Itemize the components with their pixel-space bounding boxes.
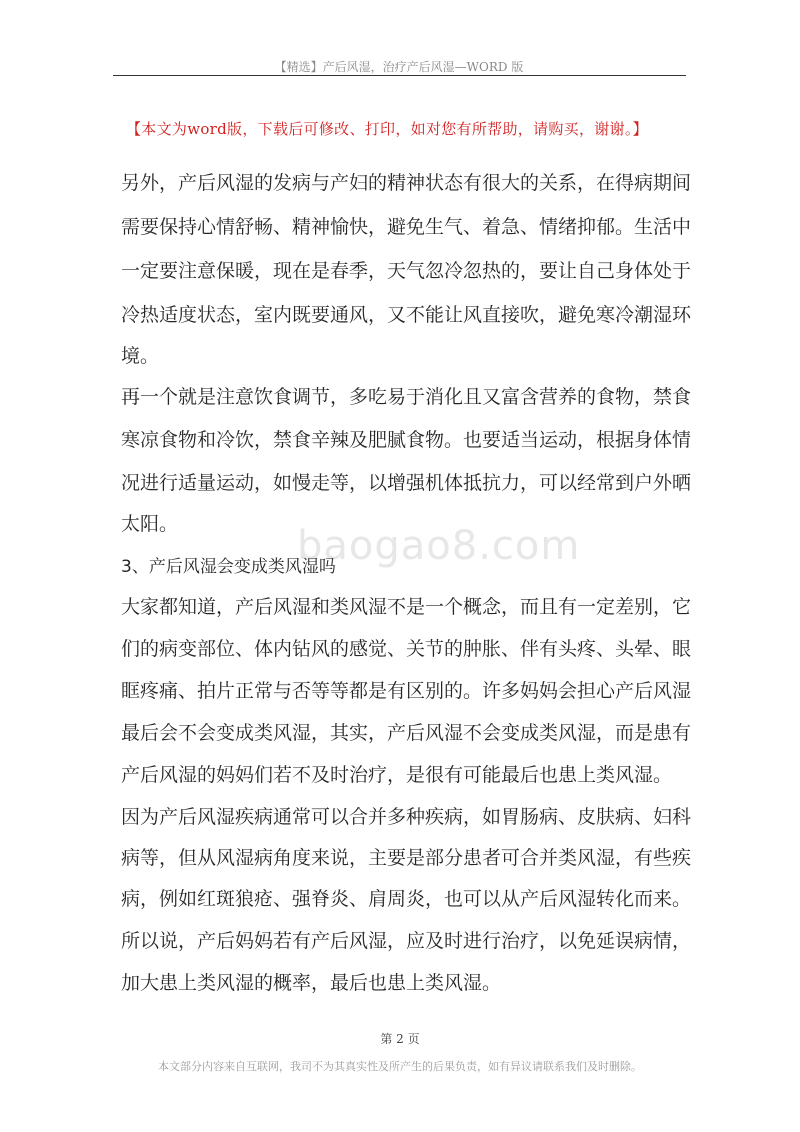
body-line: 所以说，产后妈妈若有产后风湿，应及时进行治疗，以免延误病情， [121, 930, 692, 952]
body-line: 太阳。 [121, 513, 179, 535]
body-line: 们的病变部位、体内钻风的感觉、关节的肿胀、伴有头疼、头晕、眼 [121, 638, 692, 660]
header-divider [113, 75, 686, 76]
page-header-title: 【精选】产后风湿，治疗产后风湿—WORD 版 [274, 60, 524, 74]
body-line: 一定要注意保暖，现在是春季，天气忽冷忽热的，要让自己身体处于 [121, 260, 692, 282]
body-line: 另外，产后风湿的发病与产妇的精神状态有很大的关系，在得病期间 [121, 172, 692, 194]
watermark-text: baogao8.com [297, 523, 581, 569]
footer-disclaimer: 本文部分内容来自互联网，我司不为其真实性及所产生的后果负责，如有异议请联系我们及时删除。 [158, 1060, 642, 1073]
section-heading: 3、产后风湿会变成类风湿吗 [121, 557, 336, 577]
body-line: 大家都知道，产后风湿和类风湿不是一个概念，而且有一定差别，它 [121, 596, 692, 618]
body-line: 再一个就是注意饮食调节，多吃易于消化且又富含营养的食物，禁食 [121, 386, 692, 408]
purchase-notice: 【本文为word版，下载后可修改、打印，如对您有所帮助，请购买，谢谢。】 [126, 120, 648, 138]
body-line: 最后会不会变成类风湿，其实，产后风湿不会变成类风湿，而是患有 [121, 722, 692, 744]
body-line: 冷热适度状态，室内既要通风，又不能让风直接吹，避免寒冷潮湿环 [121, 304, 692, 326]
body-line: 加大患上类风湿的概率，最后也患上类风湿。 [121, 972, 502, 994]
body-line: 寒凉食物和冷饮，禁食辛辣及肥腻食物。也要适当运动，根据身体情 [121, 429, 692, 451]
body-line: 因为产后风湿疾病通常可以合并多种疾病，如胃肠病、皮肤病、妇科 [121, 806, 692, 828]
page-number: 第 2 页 [380, 1032, 420, 1046]
body-line: 病等，但从风湿病角度来说，主要是部分患者可合并类风湿，有些疾 [121, 847, 692, 869]
body-line: 境。 [121, 345, 160, 367]
body-line: 需要保持心情舒畅、精神愉快，避免生气、着急、情绪抑郁。生活中 [121, 216, 692, 238]
body-line: 产后风湿的妈妈们若不及时治疗，是很有可能最后也患上类风湿。 [121, 764, 673, 786]
body-line: 病，例如红斑狼疮、强脊炎、肩周炎，也可以从产后风湿转化而来。 [121, 888, 692, 910]
body-line: 眶疼痛、拍片正常与否等等都是有区别的。许多妈妈会担心产后风湿 [121, 680, 692, 702]
body-line: 况进行适量运动，如慢走等，以增强机体抵抗力，可以经常到户外晒 [121, 472, 692, 494]
